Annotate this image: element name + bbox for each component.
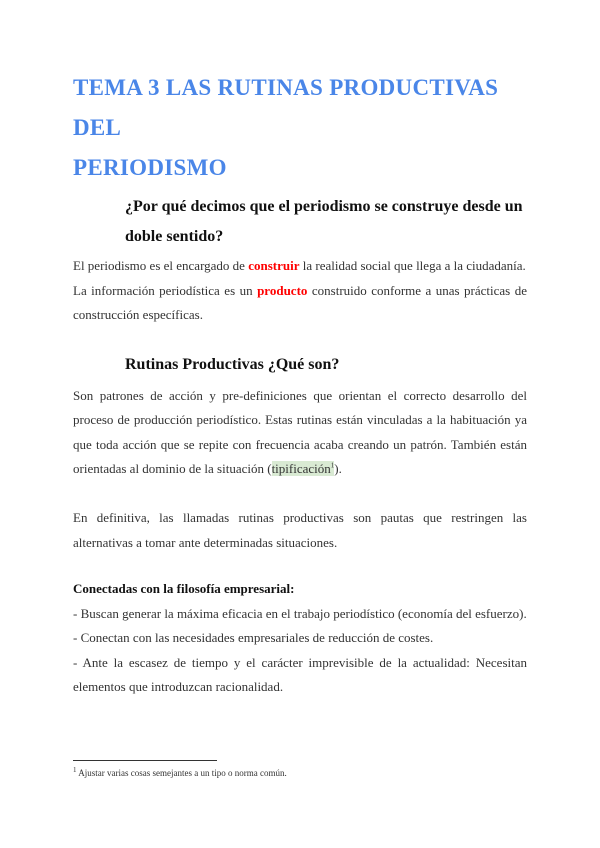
highlight-construir: construir xyxy=(248,258,300,273)
title-line-2: PERIODISMO xyxy=(73,155,227,180)
section1-body xyxy=(73,254,527,328)
text: la realidad social que llega a la ciudadanía. xyxy=(299,258,526,273)
section-heading-doble-sentido xyxy=(125,192,527,252)
text: La información periodística es un xyxy=(73,282,258,298)
paragraph xyxy=(73,279,527,328)
text: construido conforme a unas prácticas de construcción específicas. xyxy=(73,282,527,322)
footnote-ref[interactable]: 1 xyxy=(330,461,335,470)
footnotes xyxy=(73,760,527,780)
footnote-text: Ajustar varias cosas semejantes a un tipo o norma común. xyxy=(78,767,287,778)
section-heading-rutinas: Rutinas Productivas ¿Qué son? xyxy=(125,355,340,373)
footnote xyxy=(73,767,527,780)
list-item: - Ante la escasez de tiempo y el carácter imprevisible de la actualidad: Necesitan elementos que introduzcan racionalidad. xyxy=(73,654,527,694)
footnote-divider xyxy=(73,760,217,761)
section3-heading: Conectadas con la filosofía empresarial: xyxy=(73,581,295,596)
highlight-producto: producto xyxy=(257,282,308,298)
heading-line-1: ¿Por qué decimos que el periodismo se construye desde un xyxy=(125,198,523,215)
footnote-number: 1 xyxy=(73,765,77,774)
title-line-1: TEMA 3 LAS RUTINAS PRODUCTIVAS DEL xyxy=(73,75,499,140)
text: El periodismo es el encargado de xyxy=(73,258,249,273)
list-item: - Conectan con las necesidades empresariales de reducción de costes. xyxy=(73,630,434,645)
heading-line-2: doble sentido? xyxy=(125,228,224,245)
section2-body xyxy=(73,384,527,556)
highlight-tipificacion xyxy=(272,461,335,476)
list-item: - Buscan generar la máxima eficacia en el trabajo periodístico (economía del esfuerzo). xyxy=(73,605,527,621)
text: Son patrones de acción y pre-definiciones que orientan el correcto desarrollo del proceso de producción periodístico. Estas rutinas están vinculadas a la habituación ya que toda acción que se repite con frecuencia acaba creando un patrón. También están orientadas al dominio de la situación ( xyxy=(73,387,527,476)
paragraph: En definitiva, las llamadas rutinas productivas son pautas que restringen las alternativas a tomar ante determinadas situaciones. xyxy=(73,510,527,550)
text: ). xyxy=(334,461,342,476)
page-title xyxy=(73,68,527,188)
text: tipificación xyxy=(271,461,331,476)
paragraph xyxy=(73,254,527,279)
paragraph xyxy=(73,384,527,482)
section3 xyxy=(73,577,527,700)
